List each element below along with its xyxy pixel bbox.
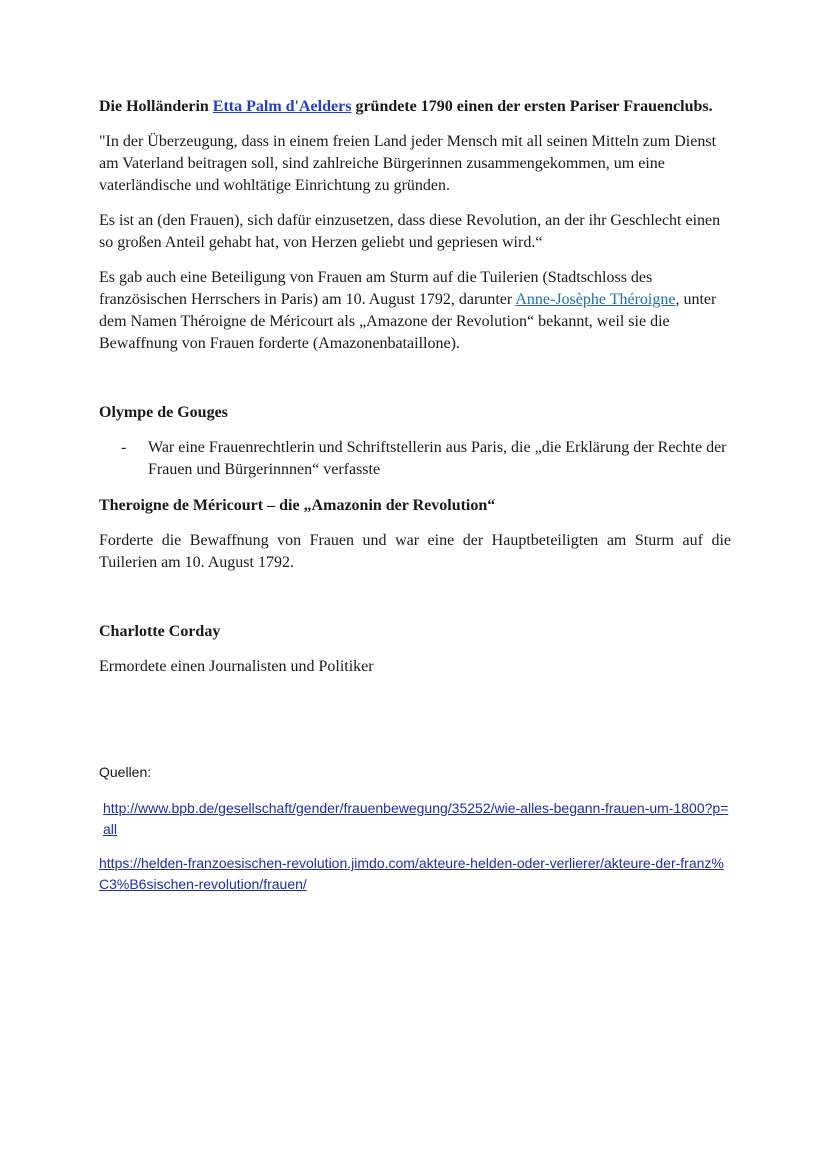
corday-text: Ermordete einen Journalisten und Politiker [99, 658, 374, 675]
etta-palm-link[interactable]: Etta Palm d'Aelders [212, 98, 352, 115]
quote-paragraph-1: "In der Überzeugung, dass in einem freien Land jeder Mensch mit all seinen Mitteln zum Dienst am Vaterland beitragen soll, sind zahlreiche Bürgerinnen zusammengekommen, um eine vaterländische und wohltätige Einrichtung zu gründen. [99, 133, 717, 194]
source-2 [99, 853, 731, 895]
intro-heading [99, 96, 731, 118]
sources-label: Quellen: [99, 764, 152, 780]
quote-paragraph-2: Es ist an (den Frauen), sich dafür einzusetzen, dass diese Revolution, an der ihr Geschlecht einen so großen Anteil gehabt hat, von Herzen geliebt und gepriesen wird.“ [99, 212, 721, 251]
intro-suffix: gründete 1790 einen der ersten Pariser Frauenclubs. [351, 98, 713, 115]
bullet-marker: - [121, 439, 127, 456]
olympe-heading: Olympe de Gouges [99, 404, 228, 421]
olympe-bullet-text: War eine Frauenrechtlerin und Schriftstellerin aus Paris, die „die Erklärung der Rechte der Frauen und Bürgerinnnen“ verfasste [148, 439, 727, 478]
source-link-2[interactable]: https://helden-franzoesischen-revolution.jimdo.com/akteure-helden-oder-verlierer/akteure-der-franz%C3%B6sischen-revolution/frauen/ [99, 855, 724, 892]
theroigne-link[interactable]: Anne-Josèphe Théroigne [515, 291, 676, 308]
olympe-bullet [121, 437, 731, 481]
tuilerien-before: Es gab auch eine Beteiligung von Frauen am Sturm auf die Tuilerien (Stadtschloss des französischen Herrschers in Paris) am 10. August 1792, darunter [99, 269, 653, 308]
theroigne-text: Forderte die Bewaffnung von Frauen und war eine der Hauptbeteiligten am Sturm auf die Tuilerien am 10. August 1792. [99, 532, 731, 571]
source-1 [99, 798, 731, 840]
theroigne-heading: Theroigne de Méricourt – die „Amazonin der Revolution“ [99, 497, 496, 514]
source-link-1[interactable]: http://www.bpb.de/gesellschaft/gender/frauenbewegung/35252/wie-alles-begann-frauen-um-1800?p=all [103, 800, 729, 837]
intro-prefix: Die Holländerin [99, 98, 213, 115]
tuilerien-after: , unter dem Namen Théroigne de Méricourt als „Amazone der Revolution“ bekannt, weil sie die Bewaffnung von Frauen forderte (Amazonenbataillone). [99, 291, 717, 352]
corday-heading: Charlotte Corday [99, 623, 221, 640]
tuilerien-paragraph [99, 267, 731, 355]
document-page [99, 96, 731, 895]
